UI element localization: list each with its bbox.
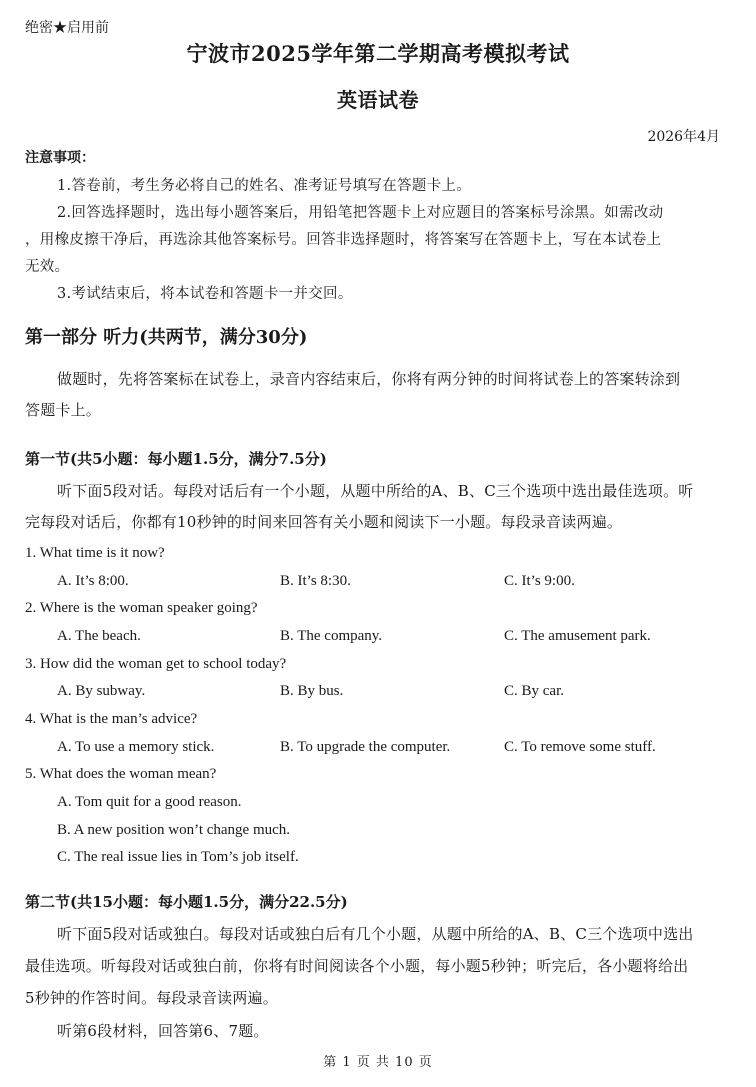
question-stem: 4. What is the man’s advice? — [25, 711, 198, 727]
notice-item-2-line-1: 2.回答选择题时，选出每小题答案后，用铅笔把答题卡上对应题目的答案标号涂黑。如需改动 — [57, 205, 664, 221]
option-c: C. By car. — [504, 683, 564, 699]
option-b: B. By bus. — [280, 683, 344, 699]
section-2-intro-line-2: 最佳选项。听每段对话或独白前，你将有时间阅读各个小题，每小题5秒钟；听完后，各小题将给出 — [25, 957, 689, 975]
notice-item-1: 1.答卷前，考生务必将自己的姓名、准考证号填写在答题卡上。 — [57, 178, 472, 194]
confidential-label: 绝密★启用前 — [25, 20, 109, 36]
notice-item-2-line-2: ，用橡皮擦干净后，再选涂其他答案标号。回答非选择题时，将答案写在答题卡上，写在本试卷上 — [25, 232, 662, 248]
question-stem: 1. What time is it now? — [25, 545, 165, 561]
exam-subtitle: 英语试卷 — [337, 88, 419, 112]
section-2-intro-line-3: 5秒钟的作答时间。每段录音读两遍。 — [25, 989, 278, 1007]
part-1-intro-line-2: 答题卡上。 — [25, 401, 102, 419]
option-b: B. A new position won’t change much. — [57, 822, 291, 838]
part-1-heading: 第一部分 听力(共两节，满分30分) — [25, 327, 308, 348]
option-a: A. By subway. — [57, 683, 146, 699]
question-stem: 5. What does the woman mean? — [25, 766, 217, 782]
exam-date: 2026年4月 — [647, 129, 720, 145]
option-a: A. Tom quit for a good reason. — [57, 794, 242, 810]
option-a: A. The beach. — [57, 628, 141, 644]
section-1-intro-line-1: 听下面5段对话。每段对话后有一个小题，从题中所给的A、B、C三个选项中选出最佳选项。听 — [57, 482, 694, 500]
option-a: A. To use a memory stick. — [57, 739, 215, 755]
page-number: 第 1 页 共 10 页 — [323, 1055, 433, 1070]
notice-item-2-line-3: 无效。 — [25, 259, 70, 275]
notice-heading: 注意事项： — [25, 150, 95, 166]
notice-item-3: 3.考试结束后，将本试卷和答题卡一并交回。 — [57, 286, 353, 302]
part-1-intro-line-1: 做题时，先将答案标在试卷上，录音内容结束后，你将有两分钟的时间将试卷上的答案转涂到 — [57, 370, 681, 388]
option-c: C. To remove some stuff. — [504, 739, 656, 755]
section-2-intro-line-1: 听下面5段对话或独白。每段对话或独白后有几个小题，从题中所给的A、B、C三个选项中选出 — [57, 925, 694, 943]
option-c: C. The amusement park. — [504, 628, 651, 644]
section-1-heading: 第一节(共5小题：每小题1.5分，满分7.5分) — [25, 450, 327, 468]
option-a: A. It’s 8:00. — [57, 573, 129, 589]
option-c: C. The real issue lies in Tom’s job itself. — [57, 849, 299, 865]
section-2-heading: 第二节(共15小题：每小题1.5分，满分22.5分) — [25, 893, 348, 911]
question-stem: 3. How did the woman get to school today? — [25, 656, 287, 672]
option-b: B. The company. — [280, 628, 383, 644]
section-1-intro-line-2: 完每段对话后，你都有10秒钟的时间来回答有关小题和阅读下一小题。每段录音读两遍。 — [25, 513, 623, 531]
question-stem: 2. Where is the woman speaker going? — [25, 600, 258, 616]
material-instruction: 听第6段材料，回答第6、7题。 — [57, 1022, 269, 1040]
option-b: B. To upgrade the computer. — [280, 739, 451, 755]
exam-title: 宁波市2025学年第二学期高考模拟考试 — [186, 41, 570, 66]
option-c: C. It’s 9:00. — [504, 573, 575, 589]
option-b: B. It’s 8:30. — [280, 573, 351, 589]
